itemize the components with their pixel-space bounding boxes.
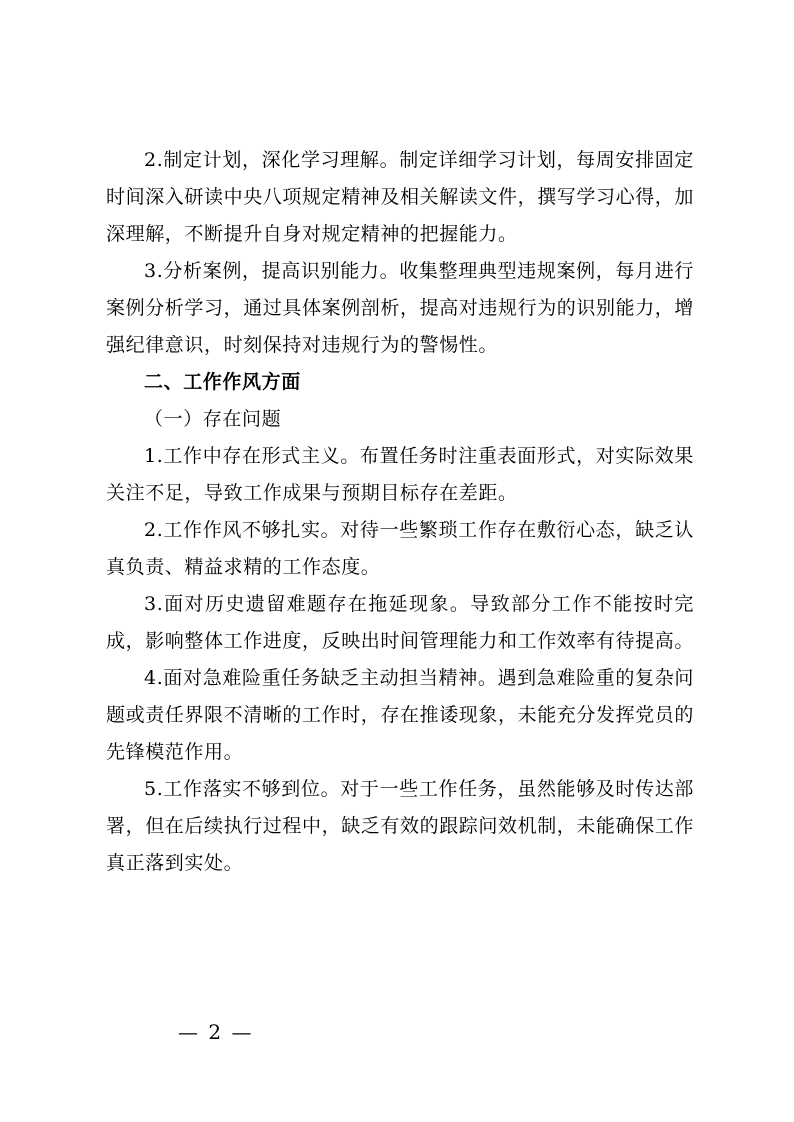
- paragraph-case-analysis: 3.分析案例，提高识别能力。收集整理典型违规案例，每月进行案例分析学习，通过具体案例剖析，提高对违规行为的识别能力，增强纪律意识，时刻保持对违规行为的警惕性。: [106, 260, 695, 356]
- paragraph-formalism: 1.工作中存在形式主义。布置任务时注重表面形式，对实际效果关注不足，导致工作成果与预期目标存在差距。: [106, 445, 694, 504]
- paragraph-procrastination: 3.面对历史遗留难题存在拖延现象。导致部分工作不能按时完成，影响整体工作进度，反映出时间管理能力和工作效率有待提高。: [106, 593, 695, 652]
- paragraph-plan: 2.制定计划，深化学习理解。制定详细学习计划，每周安排固定时间深入研读中央八项规定精神及相关解读文件，撰写学习心得，加深理解，不断提升自身对规定精神的把握能力。: [106, 149, 695, 245]
- subheading-existing-problems: （一）存在问题: [144, 408, 282, 430]
- page-number: — 2 —: [178, 1020, 254, 1044]
- paragraph-style-not-solid: 2.工作作风不够扎实。对待一些繁琐工作存在敷衍心态，缺乏认真负责、精益求精的工作态度。: [106, 519, 694, 578]
- section-heading-work-style: 二、工作作风方面: [144, 371, 301, 393]
- paragraph-implementation: 5.工作落实不够到位。对于一些工作任务，虽然能够及时传达部署，但在后续执行过程中，缺乏有效的跟踪问效机制，未能确保工作真正落到实处。: [106, 778, 695, 874]
- document-body: [106, 142, 694, 882]
- paragraph-lack-of-responsibility: 4.面对急难险重任务缺乏主动担当精神。遇到急难险重的复杂问题或责任界限不清晰的工作时，存在推诿现象，未能充分发挥党员的先锋模范作用。: [106, 667, 695, 763]
